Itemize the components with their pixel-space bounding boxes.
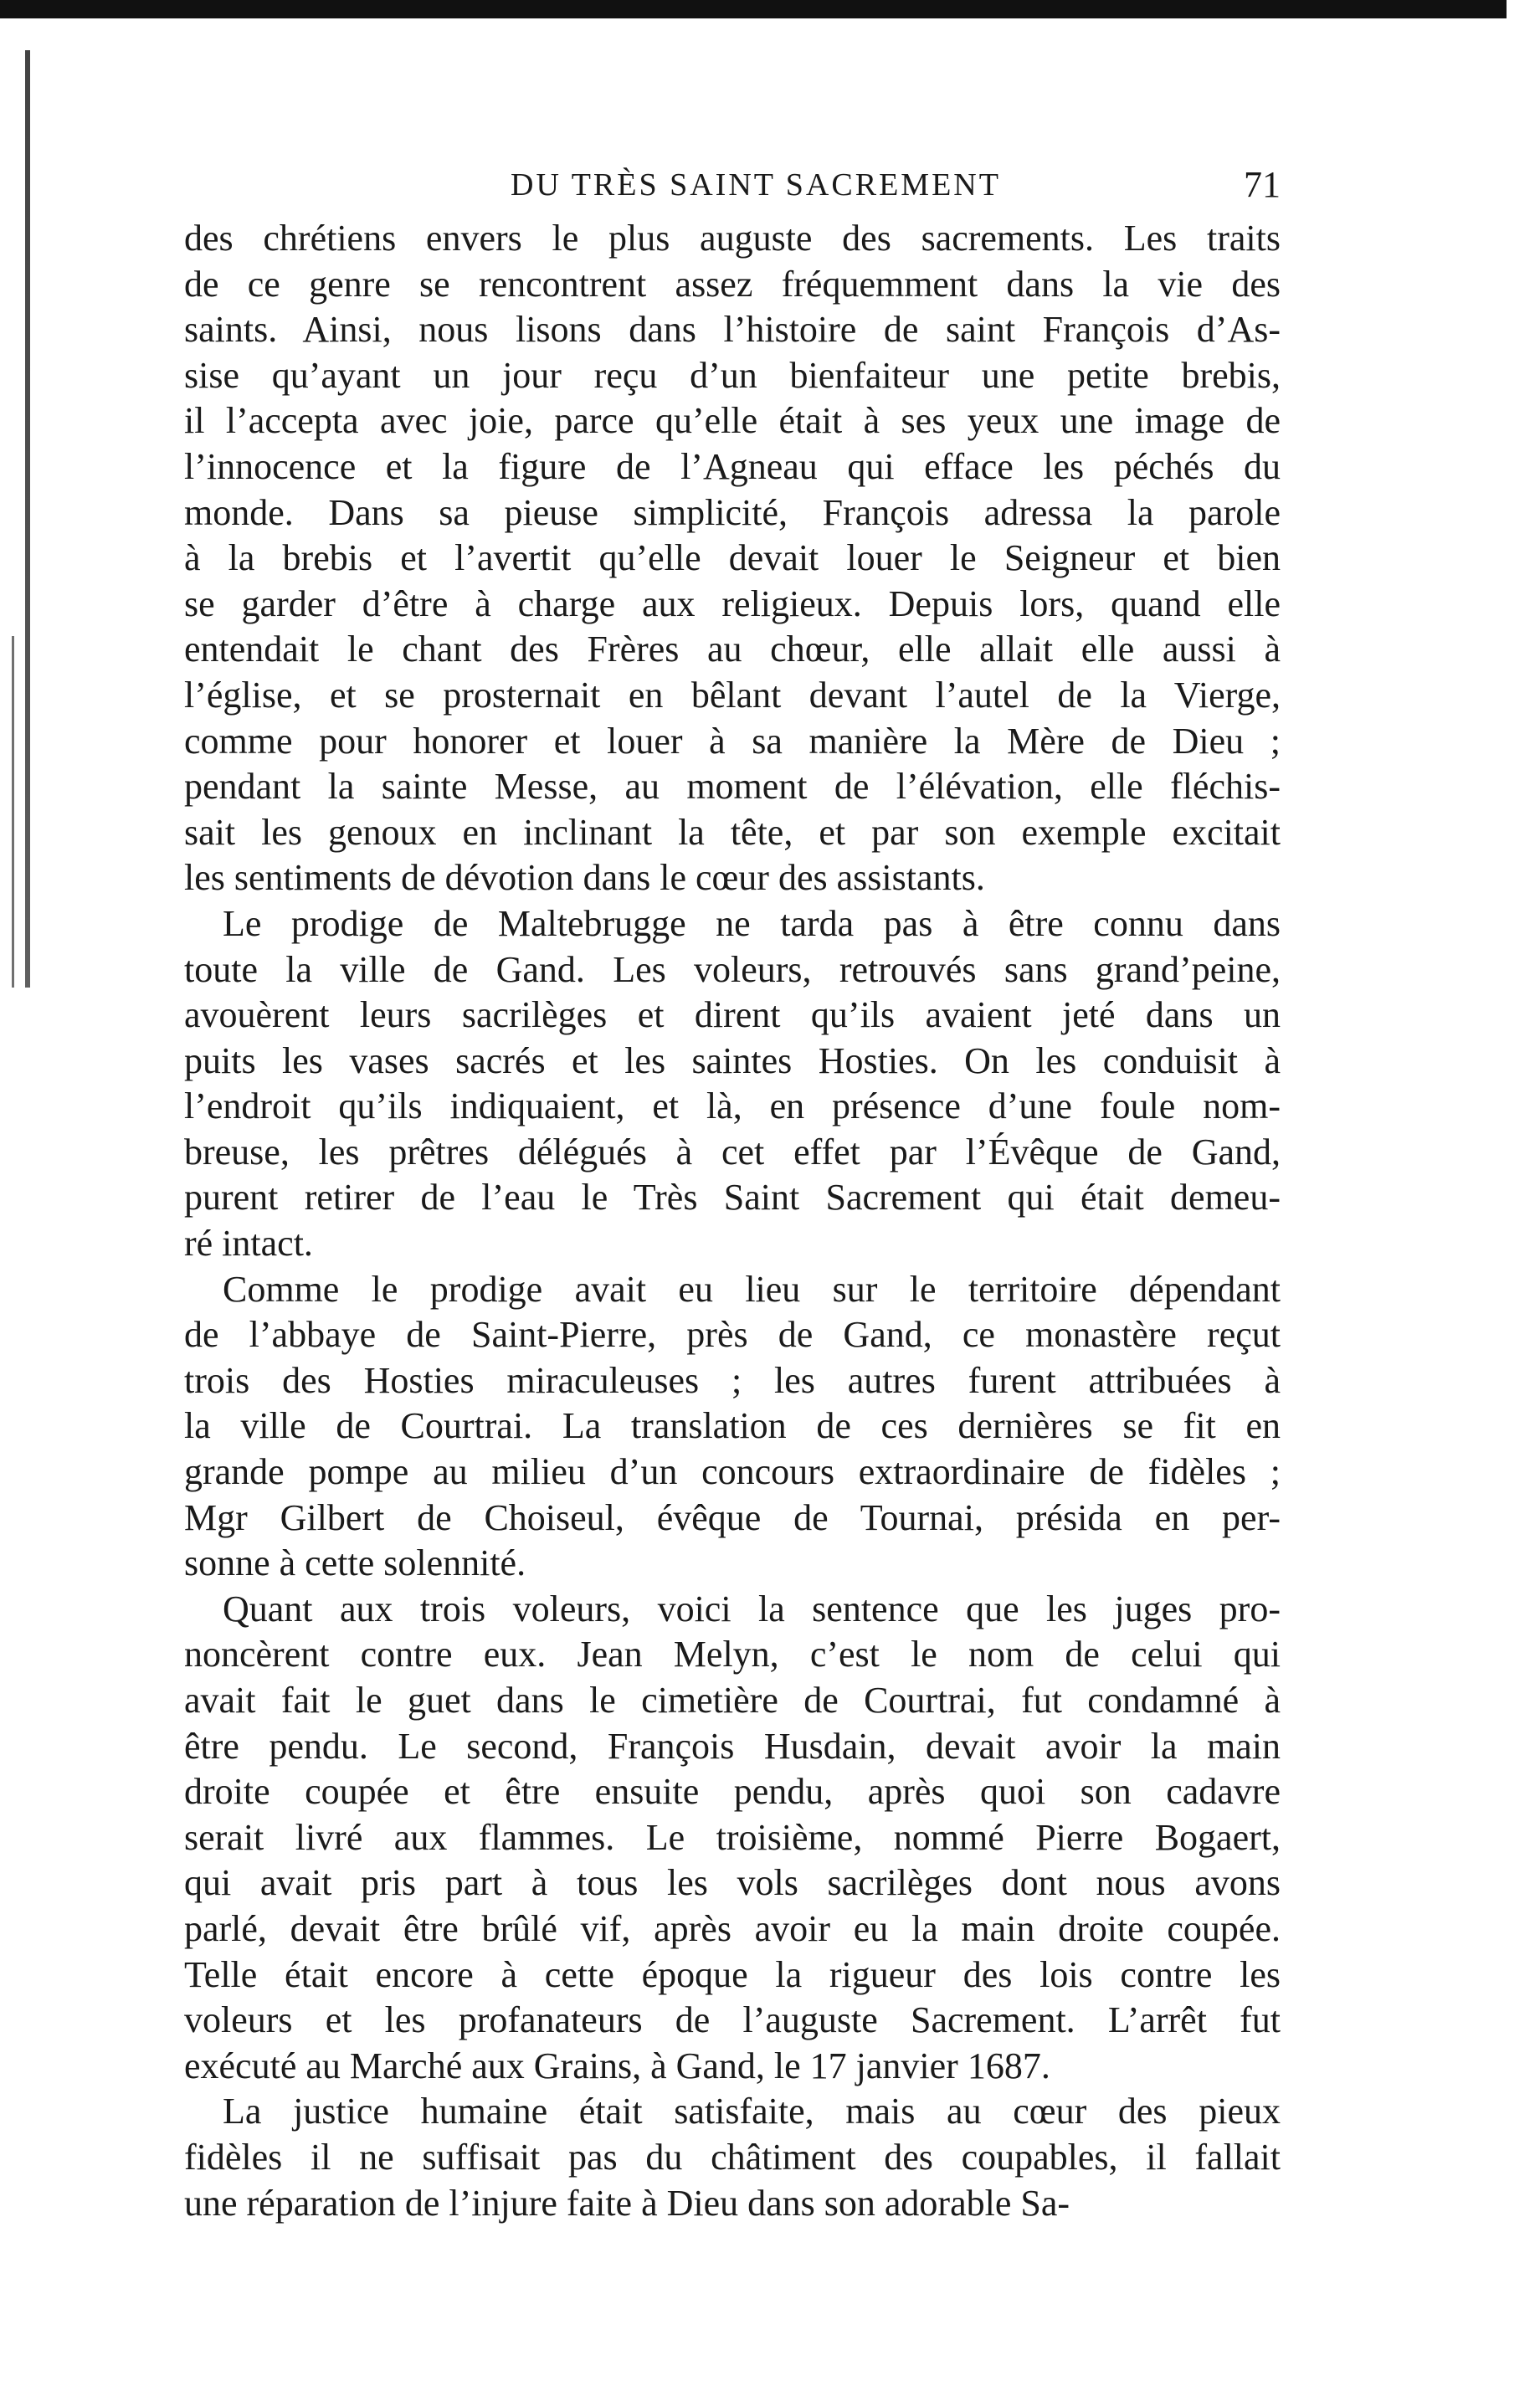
text-line: à la brebis et l’avertit qu’elle devait louer le Seigneur et bien: [184, 537, 1281, 579]
text-line: l’endroit qu’ils indiquaient, et là, en présence d’une foule nom-: [184, 1085, 1281, 1127]
text-line: fidèles il ne suffisait pas du châtiment des coupables, il fallait: [184, 2136, 1281, 2178]
text-line: toute la ville de Gand. Les voleurs, retrouvés sans grand’peine,: [184, 948, 1281, 990]
text-line: entendait le chant des Frères au chœur, elle allait elle aussi à: [184, 629, 1281, 670]
text-line: comme pour honorer et louer à sa manière la Mère de Dieu ;: [184, 720, 1281, 762]
text-line: Mgr Gilbert de Choiseul, évêque de Tournai, présida en per-: [184, 1496, 1281, 1538]
text-line: parlé, devait être brûlé vif, après avoir eu la main droite coupée.: [184, 1907, 1281, 1949]
left-margin-line: [12, 636, 14, 988]
running-header: [184, 164, 1281, 214]
text-line: les sentiments de dévotion dans le cœur des assistants.: [184, 857, 985, 899]
text-line: noncèrent contre eux. Jean Melyn, c’est le nom de celui qui: [184, 1634, 1281, 1675]
paragraph: [184, 2089, 1281, 2226]
text-line: avouèrent leurs sacrilèges et dirent qu’ils avaient jeté dans un: [184, 994, 1281, 1036]
text-line: l’église, et se prosternait en bêlant devant l’autel de la Vierge,: [184, 674, 1281, 716]
text-line: droite coupée et être ensuite pendu, après quoi son cadavre: [184, 1771, 1281, 1813]
paragraph: [184, 216, 1281, 901]
text-line: de ce genre se rencontrent assez fréquemment dans la vie des: [184, 263, 1281, 305]
text-line: de l’abbaye de Saint-Pierre, près de Gand, ce monastère reçut: [184, 1314, 1281, 1356]
text-line: Comme le prodige avait eu lieu sur le territoire dépendant: [223, 1268, 1281, 1310]
text-line: sait les genoux en inclinant la tête, et par son exemple excitait: [184, 811, 1281, 853]
text-line: la ville de Courtrai. La translation de ces dernières se fit en: [184, 1405, 1281, 1447]
body-text: [184, 216, 1281, 2226]
text-line: se garder d’être à charge aux religieux. Depuis lors, quand elle: [184, 582, 1281, 624]
running-title: DU TRÈS SAINT SACREMENT: [511, 167, 1001, 203]
paragraph: [184, 1587, 1281, 2090]
text-line: pendant la sainte Messe, au moment de l’élévation, elle fléchis-: [184, 766, 1281, 808]
text-line: l’innocence et la figure de l’Agneau qui efface les péchés du: [184, 445, 1281, 487]
text-line: qui avait pris part à tous les vols sacrilèges dont nous avons: [184, 1862, 1281, 1904]
text-line: breuse, les prêtres délégués à cet effet par l’Évêque de Gand,: [184, 1131, 1281, 1173]
text-line: être pendu. Le second, François Husdain, devait avoir la main: [184, 1725, 1281, 1767]
text-line: voleurs et les profanateurs de l’auguste Sacrement. L’arrêt fut: [184, 1999, 1281, 2041]
page-number: 71: [1244, 164, 1281, 205]
text-line: grande pompe au milieu d’un concours extraordinaire de fidèles ;: [184, 1451, 1281, 1493]
text-line: Telle était encore à cette époque la rigueur des lois contre les: [184, 1953, 1281, 1995]
text-line: Quant aux trois voleurs, voici la sentence que les juges pro-: [223, 1588, 1281, 1629]
text-line: avait fait le guet dans le cimetière de Courtrai, fut condamné à: [184, 1680, 1281, 1721]
text-line: serait livré aux flammes. Le troisième, nommé Pierre Bogaert,: [184, 1816, 1281, 1858]
text-line: sonne à cette solennité.: [184, 1542, 526, 1584]
text-line: exécuté au Marché aux Grains, à Gand, le 17 janvier 1687.: [184, 2045, 1050, 2086]
text-line: il l’accepta avec joie, parce qu’elle était à ses yeux une image de: [184, 400, 1281, 442]
text-line: Le prodige de Maltebrugge ne tarda pas à être connu dans: [223, 902, 1281, 944]
text-line: sise qu’ayant un jour reçu d’un bienfaiteur une petite brebis,: [184, 354, 1281, 396]
text-line: puits les vases sacrés et les saintes Hosties. On les conduisit à: [184, 1039, 1281, 1081]
text-line: La justice humaine était satisfaite, mais au cœur des pieux: [223, 2091, 1281, 2132]
left-margin-shadow: [25, 50, 30, 988]
paragraph: [184, 901, 1281, 1267]
top-border-rule: [0, 0, 1507, 18]
text-line: saints. Ainsi, nous lisons dans l’histoire de saint François d’As-: [184, 309, 1281, 351]
text-line: ré intact.: [184, 1223, 313, 1265]
text-line: trois des Hosties miraculeuses ; les autres furent attribuées à: [184, 1359, 1281, 1401]
text-line: des chrétiens envers le plus auguste des sacrements. Les traits: [184, 218, 1281, 259]
text-line: monde. Dans sa pieuse simplicité, François adressa la parole: [184, 491, 1281, 533]
text-line: une réparation de l’injure faite à Dieu dans son adorable Sa-: [184, 2182, 1070, 2224]
paragraph: [184, 1267, 1281, 1587]
text-line: purent retirer de l’eau le Très Saint Sacrement qui était demeu-: [184, 1177, 1281, 1219]
